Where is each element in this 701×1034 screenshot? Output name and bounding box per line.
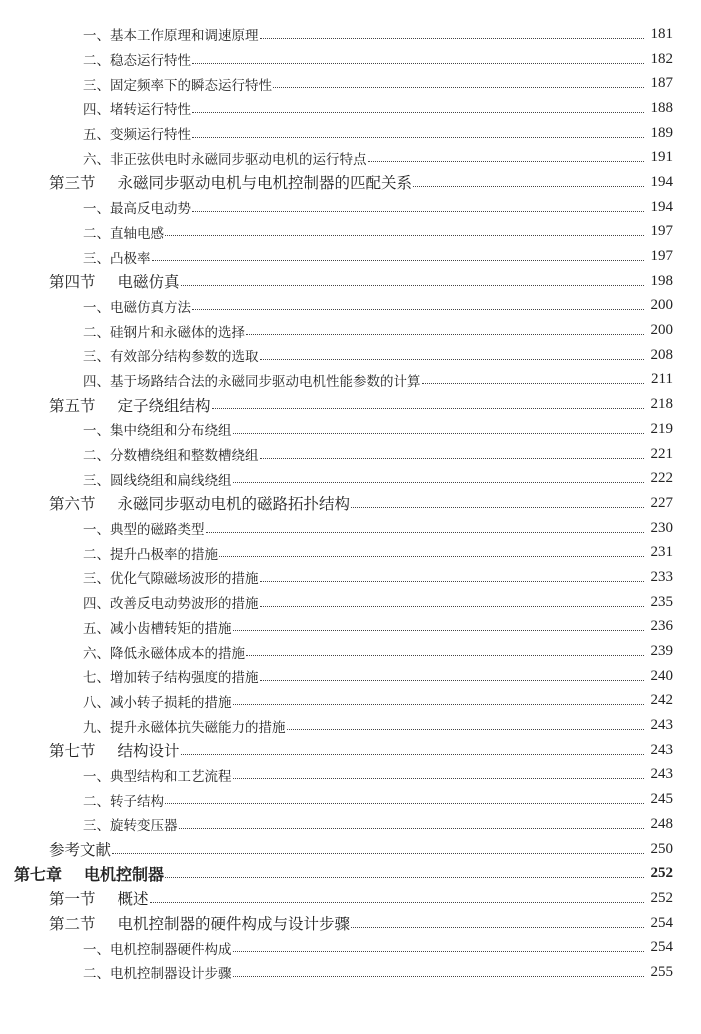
dot-leader <box>112 853 644 854</box>
toc-page-number: 182 <box>650 50 673 67</box>
toc-entry-title <box>49 887 149 909</box>
toc-entry-title <box>83 617 232 637</box>
toc-entry-text: 九、提升永磁体抗失磁能力的措施 <box>83 719 286 736</box>
toc-page-number: 254 <box>650 914 673 931</box>
toc-entry-label: 第一节 <box>49 890 96 909</box>
dot-leader <box>192 63 644 64</box>
toc-entry-text: 结构设计 <box>117 742 180 761</box>
toc-page-number: 198 <box>650 272 673 289</box>
toc-entry-item[interactable] <box>0 787 701 812</box>
toc-entry-title <box>49 492 350 514</box>
toc-entry-item[interactable] <box>0 590 701 615</box>
toc-entry-text: 一、电磁仿真方法 <box>83 299 191 316</box>
toc-page-number: 219 <box>650 420 673 437</box>
toc-entry-title <box>83 49 191 69</box>
toc-entry-text: 二、分数槽绕组和整数槽绕组 <box>83 448 259 465</box>
toc-entry-item[interactable] <box>0 639 701 664</box>
toc-entry-item[interactable] <box>0 145 701 170</box>
toc-entry-title <box>83 123 191 143</box>
toc-entry-title <box>49 739 180 761</box>
toc-page-number: 218 <box>650 396 673 413</box>
toc-entry-label: 第七章 <box>14 865 63 885</box>
dot-leader <box>212 408 644 409</box>
toc-page-number: 211 <box>651 371 673 388</box>
toc-entry-item[interactable] <box>0 368 701 393</box>
toc-entry-item[interactable] <box>0 689 701 714</box>
dot-leader <box>219 556 644 557</box>
toc-entry-text: 参考文献 <box>49 841 112 860</box>
toc-page-number: 242 <box>650 692 673 709</box>
toc-entry-item[interactable] <box>0 516 701 541</box>
toc-entry-title <box>49 171 412 193</box>
toc-entry-text: 电磁仿真 <box>117 273 180 292</box>
dot-leader <box>165 235 644 236</box>
dot-leader <box>260 606 645 607</box>
toc-entry-text: 一、基本工作原理和调速原理 <box>83 28 259 45</box>
toc-page-number: 208 <box>650 346 673 363</box>
toc-entry-title <box>83 419 232 439</box>
toc-entry-title <box>83 98 191 118</box>
toc-entry-label: 第二节 <box>49 915 96 934</box>
toc-page-number: 255 <box>650 963 673 980</box>
toc-entry-item[interactable] <box>0 294 701 319</box>
toc-entry-item[interactable] <box>0 244 701 269</box>
toc-entry-text: 电机控制器 <box>84 865 165 885</box>
toc-entry-text: 七、增加转子结构强度的措施 <box>83 670 259 687</box>
toc-entry-title <box>83 962 232 982</box>
toc-entry-item[interactable] <box>0 615 701 640</box>
toc-entry-title <box>83 74 272 94</box>
toc-entry-title <box>83 691 232 711</box>
toc-page-number: 194 <box>650 198 673 215</box>
toc-entry-title <box>49 270 180 292</box>
toc-page-number: 230 <box>650 519 673 536</box>
toc-entry-label: 第七节 <box>49 742 96 761</box>
toc-page-number: 189 <box>650 124 673 141</box>
toc-page-number: 236 <box>650 618 673 635</box>
toc-entry-title <box>83 444 259 464</box>
dot-leader <box>179 828 645 829</box>
dot-leader <box>233 951 645 952</box>
dot-leader <box>150 902 644 903</box>
dot-leader <box>233 482 645 483</box>
toc-entry-text: 一、最高反电动势 <box>83 201 191 218</box>
dot-leader <box>260 581 645 582</box>
toc-entry-section[interactable] <box>0 911 701 936</box>
toc-entry-title <box>83 222 164 242</box>
toc-entry-title <box>83 197 191 217</box>
toc-page-number: 250 <box>650 840 673 857</box>
toc-entry-item[interactable] <box>0 220 701 245</box>
toc-entry-title <box>83 642 245 662</box>
dot-leader <box>287 729 645 730</box>
toc-entry-item[interactable] <box>0 442 701 467</box>
toc-page-number: 243 <box>650 741 673 758</box>
toc-page-number: 227 <box>650 494 673 511</box>
toc-entry-item[interactable] <box>0 195 701 220</box>
toc-entry-text: 永磁同步驱动电机的磁路拓扑结构 <box>117 495 351 514</box>
toc-entry-title <box>49 838 111 860</box>
dot-leader <box>246 655 644 656</box>
toc-page-number: 245 <box>650 791 673 808</box>
toc-page-number: 240 <box>650 667 673 684</box>
toc-page-number: 221 <box>650 445 673 462</box>
toc-page-number: 222 <box>650 470 673 487</box>
dot-leader <box>165 803 644 804</box>
dot-leader <box>413 186 644 187</box>
dot-leader <box>165 877 644 878</box>
toc-entry-item[interactable] <box>0 417 701 442</box>
dot-leader <box>246 334 644 335</box>
toc-entry-item[interactable] <box>0 343 701 368</box>
dot-leader <box>206 532 645 533</box>
toc-entry-item[interactable] <box>0 935 701 960</box>
toc-entry-text: 五、变频运行特性 <box>83 127 191 144</box>
toc-entry-section[interactable] <box>0 392 701 417</box>
dot-leader <box>181 754 644 755</box>
dot-leader <box>260 680 645 681</box>
toc-entry-text: 永磁同步驱动电机与电机控制器的匹配关系 <box>117 174 413 193</box>
dot-leader <box>152 260 645 261</box>
dot-leader <box>368 161 645 162</box>
toc-entry-section[interactable] <box>0 491 701 516</box>
toc-entry-text: 一、集中绕组和分布绕组 <box>83 423 232 440</box>
toc-entry-title <box>83 666 259 686</box>
toc-entry-text: 三、圆线绕组和扁线绕组 <box>83 472 232 489</box>
toc-page-number: 197 <box>650 248 673 265</box>
dot-leader <box>260 359 645 360</box>
toc-entry-title <box>83 321 245 341</box>
toc-entry-title <box>83 765 232 785</box>
dot-leader <box>233 778 645 779</box>
toc-entry-label: 第四节 <box>49 273 96 292</box>
toc-page-number: 200 <box>650 322 673 339</box>
toc-entry-label: 第六节 <box>49 495 96 514</box>
toc-entry-section[interactable] <box>0 269 701 294</box>
table-of-contents <box>0 22 701 985</box>
toc-page-number: 243 <box>650 717 673 734</box>
toc-entry-section[interactable] <box>0 886 701 911</box>
toc-entry-item[interactable] <box>0 812 701 837</box>
dot-leader <box>422 383 645 384</box>
toc-entry-text: 三、有效部分结构参数的选取 <box>83 349 259 366</box>
toc-entry-section[interactable] <box>0 837 701 862</box>
toc-entry-item[interactable] <box>0 713 701 738</box>
toc-entry-item[interactable] <box>0 466 701 491</box>
toc-entry-text: 三、凸极率 <box>83 250 151 267</box>
toc-entry-item[interactable] <box>0 664 701 689</box>
dot-leader <box>233 976 645 977</box>
toc-entry-item[interactable] <box>0 318 701 343</box>
toc-page-number: 188 <box>650 99 673 116</box>
toc-entry-text: 一、典型结构和工艺流程 <box>83 768 232 785</box>
toc-entry-text: 二、电机控制器设计步骤 <box>83 966 232 983</box>
toc-entry-item[interactable] <box>0 540 701 565</box>
toc-entry-title <box>83 370 421 390</box>
toc-entry-title <box>49 912 350 934</box>
dot-leader <box>181 285 644 286</box>
toc-entry-text: 三、旋转变压器 <box>83 818 178 835</box>
toc-entry-text: 六、非正弦供电时永磁同步驱动电机的运行特点 <box>83 151 367 168</box>
toc-page-number: 191 <box>650 149 673 166</box>
toc-entry-text: 二、稳态运行特性 <box>83 53 191 70</box>
dot-leader <box>260 38 645 39</box>
toc-page-number: 197 <box>650 223 673 240</box>
toc-entry-chapter[interactable] <box>0 861 701 886</box>
toc-entry-title <box>83 567 259 587</box>
toc-entry-text: 二、硅钢片和永磁体的选择 <box>83 324 245 341</box>
toc-page-number: 231 <box>650 544 673 561</box>
dot-leader <box>351 927 644 928</box>
toc-page-number: 252 <box>650 889 673 906</box>
toc-entry-section[interactable] <box>0 738 701 763</box>
toc-page-number: 243 <box>650 766 673 783</box>
toc-entry-title <box>83 345 259 365</box>
toc-entry-item[interactable] <box>0 22 701 47</box>
toc-entry-text: 概述 <box>117 890 149 909</box>
dot-leader <box>273 87 644 88</box>
toc-entry-title <box>83 790 164 810</box>
toc-page-number: 233 <box>650 568 673 585</box>
toc-entry-title <box>83 543 218 563</box>
toc-entry-item[interactable] <box>0 121 701 146</box>
toc-entry-text: 五、减小齿槽转矩的措施 <box>83 620 232 637</box>
toc-entry-item[interactable] <box>0 47 701 72</box>
toc-entry-text: 四、基于场路结合法的永磁同步驱动电机性能参数的计算 <box>83 373 421 390</box>
toc-entry-text: 三、固定频率下的瞬态运行特性 <box>83 77 272 94</box>
dot-leader <box>192 112 644 113</box>
dot-leader <box>192 137 644 138</box>
toc-entry-section[interactable] <box>0 170 701 195</box>
toc-page-number: 254 <box>650 939 673 956</box>
toc-entry-item[interactable] <box>0 960 701 985</box>
toc-entry-title <box>83 296 191 316</box>
dot-leader <box>233 433 645 434</box>
toc-entry-title <box>83 24 259 44</box>
toc-entry-title <box>83 938 232 958</box>
toc-entry-item[interactable] <box>0 763 701 788</box>
toc-entry-text: 八、减小转子损耗的措施 <box>83 694 232 711</box>
toc-entry-text: 二、转子结构 <box>83 793 164 810</box>
toc-entry-label: 第五节 <box>49 396 96 415</box>
toc-entry-title <box>83 814 178 834</box>
toc-page-number: 200 <box>650 297 673 314</box>
toc-entry-item[interactable] <box>0 96 701 121</box>
toc-page-number: 252 <box>650 865 673 882</box>
toc-entry-text: 一、典型的磁路类型 <box>83 522 205 539</box>
toc-page-number: 181 <box>650 25 673 42</box>
toc-entry-title <box>83 469 232 489</box>
toc-entry-text: 二、直轴电感 <box>83 225 164 242</box>
toc-entry-text: 四、堵转运行特性 <box>83 102 191 119</box>
toc-page-number: 235 <box>650 593 673 610</box>
toc-entry-label: 第三节 <box>49 174 96 193</box>
dot-leader <box>260 458 645 459</box>
dot-leader <box>233 630 645 631</box>
toc-entry-title <box>83 716 286 736</box>
toc-entry-title <box>83 247 151 267</box>
toc-entry-item[interactable] <box>0 71 701 96</box>
dot-leader <box>351 507 644 508</box>
toc-entry-text: 三、优化气隙磁场波形的措施 <box>83 571 259 588</box>
dot-leader <box>233 704 645 705</box>
toc-entry-title <box>83 592 259 612</box>
toc-page-number: 248 <box>650 815 673 832</box>
toc-entry-text: 四、改善反电动势波形的措施 <box>83 596 259 613</box>
toc-entry-title <box>83 148 367 168</box>
toc-entry-title <box>49 394 211 416</box>
toc-entry-title <box>83 518 205 538</box>
dot-leader <box>192 211 644 212</box>
toc-entry-text: 二、提升凸极率的措施 <box>83 546 218 563</box>
toc-entry-text: 电机控制器的硬件构成与设计步骤 <box>117 915 351 934</box>
toc-page-number: 239 <box>650 643 673 660</box>
toc-page-number: 187 <box>650 75 673 92</box>
toc-entry-text: 定子绕组结构 <box>117 396 211 415</box>
toc-entry-text: 六、降低永磁体成本的措施 <box>83 645 245 662</box>
toc-entry-text: 一、电机控制器硬件构成 <box>83 941 232 958</box>
toc-page-number: 194 <box>650 173 673 190</box>
toc-entry-item[interactable] <box>0 565 701 590</box>
dot-leader <box>192 309 644 310</box>
toc-entry-title <box>14 862 164 885</box>
